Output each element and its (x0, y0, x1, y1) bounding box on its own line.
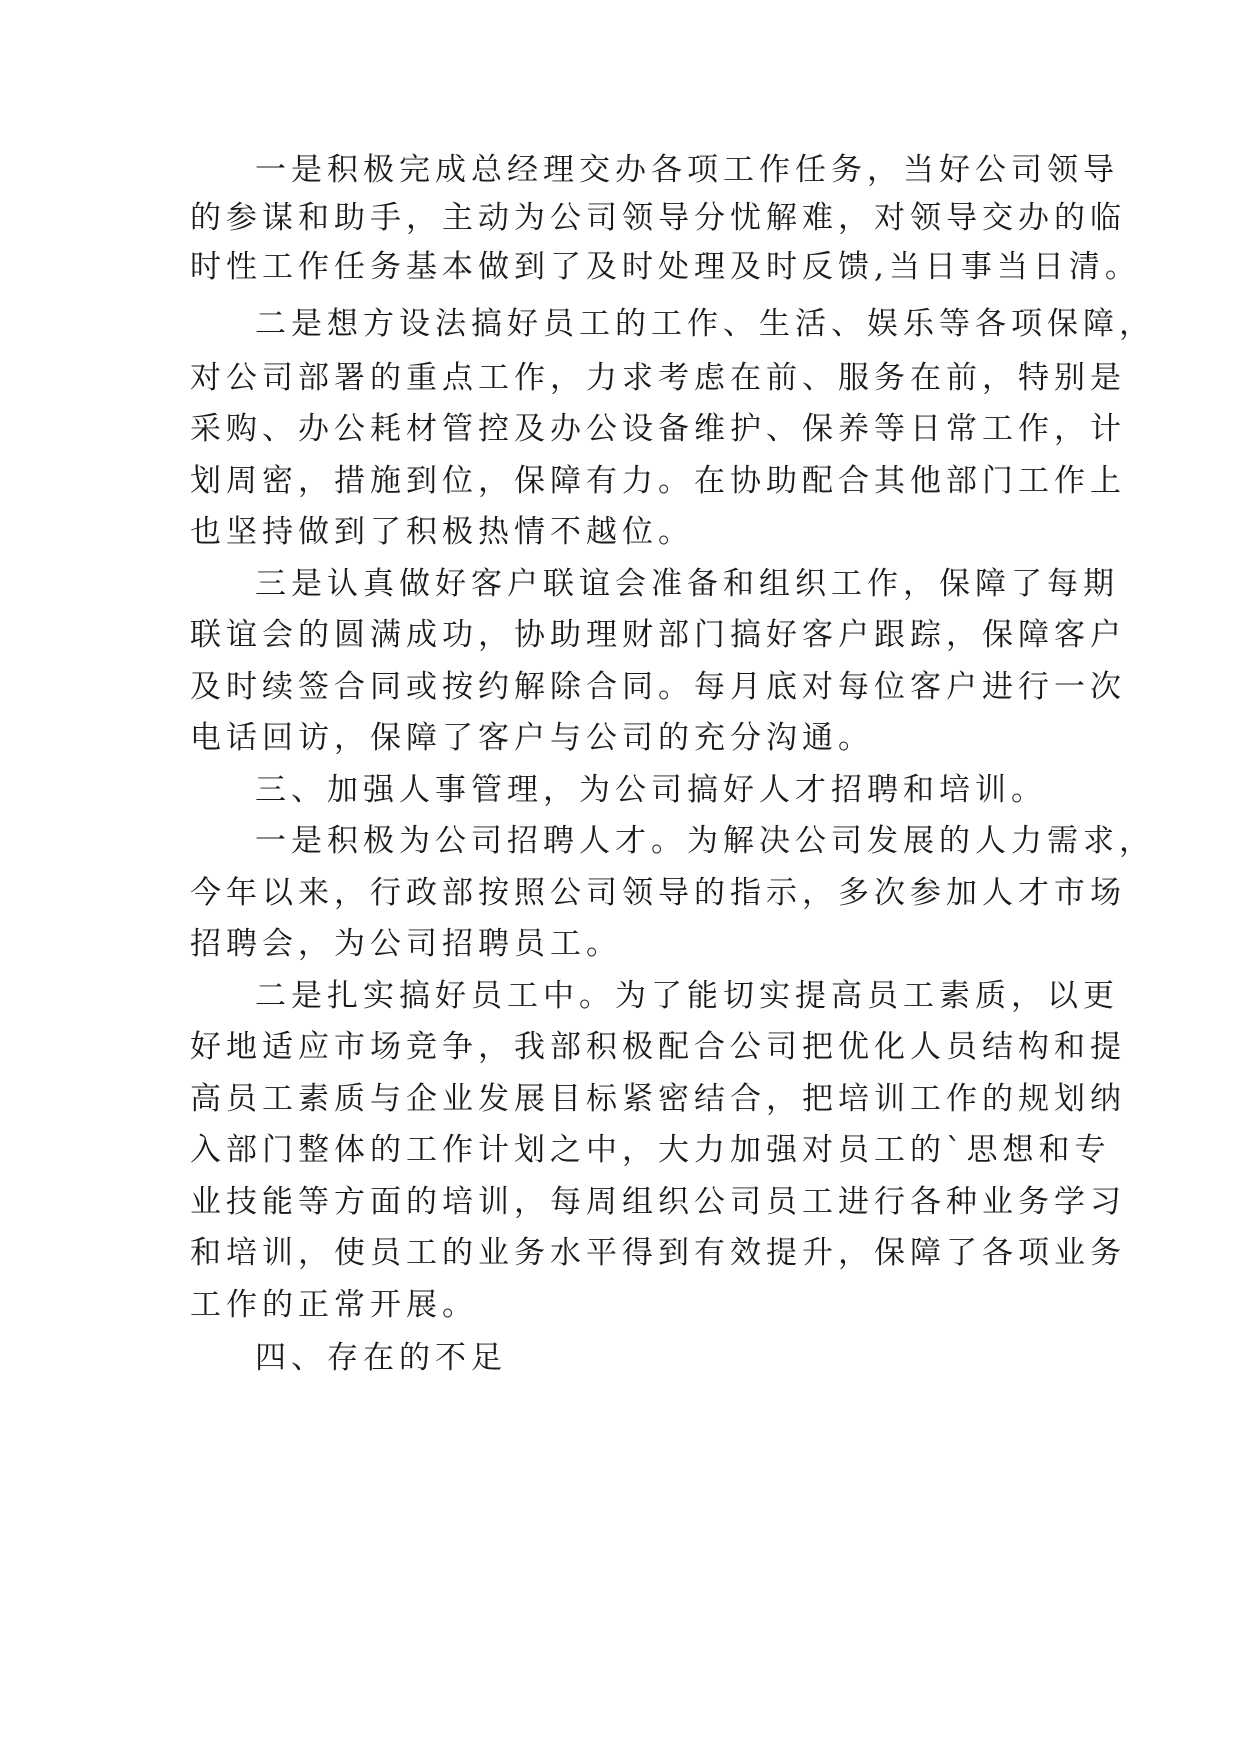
paragraph-line: 好地适应市场竞争，我部积极配合公司把优化人员结构和提 (190, 1029, 1126, 1065)
paragraph-line: 一是积极完成总经理交办各项工作任务，当好公司领导 (255, 152, 1119, 188)
paragraph-line: 联谊会的圆满成功，协助理财部门搞好客户跟踪，保障客户 (190, 617, 1126, 653)
paragraph-line: 入部门整体的工作计划之中，大力加强对员工的`思想和专 (190, 1132, 1111, 1168)
paragraph-line: 招聘会，为公司招聘员工。 (190, 926, 622, 962)
paragraph-line: 及时续签合同或按约解除合同。每月底对每位客户进行一次 (190, 669, 1126, 705)
paragraph-line: 二是扎实搞好员工中。为了能切实提高员工素质，以更 (255, 978, 1119, 1014)
paragraph-line: 采购、办公耗材管控及办公设备维护、保养等日常工作，计 (190, 411, 1126, 447)
paragraph-line: 业技能等方面的培训，每周组织公司员工进行各种业务学习 (190, 1184, 1126, 1220)
paragraph-line: 三是认真做好客户联谊会准备和组织工作，保障了每期 (255, 566, 1119, 602)
section-heading: 四、存在的不足 (255, 1340, 507, 1376)
section-heading: 三、加强人事管理，为公司搞好人才招聘和培训。 (255, 772, 1047, 808)
paragraph-line: 和培训，使员工的业务水平得到有效提升，保障了各项业务 (190, 1235, 1126, 1271)
paragraph-line: 一是积极为公司招聘人才。为解决公司发展的人力需求， (255, 823, 1155, 859)
paragraph-line: 也坚持做到了积极热情不越位。 (190, 514, 694, 550)
paragraph-line: 工作的正常开展。 (190, 1287, 478, 1323)
paragraph-line: 高员工素质与企业发展目标紧密结合，把培训工作的规划纳 (190, 1081, 1126, 1117)
paragraph-line: 的参谋和助手，主动为公司领导分忧解难，对领导交办的临 (190, 200, 1126, 236)
paragraph-line: 对公司部署的重点工作，力求考虑在前、服务在前，特别是 (190, 360, 1126, 396)
paragraph-line: 时性工作任务基本做到了及时处理及时反馈,当日事当日清。 (190, 249, 1141, 285)
paragraph-line: 二是想方设法搞好员工的工作、生活、娱乐等各项保障， (255, 306, 1155, 342)
paragraph-line: 今年以来，行政部按照公司领导的指示，多次参加人才市场 (190, 875, 1126, 911)
paragraph-line: 电话回访，保障了客户与公司的充分沟通。 (190, 720, 874, 756)
paragraph-line: 划周密，措施到位，保障有力。在协助配合其他部门工作上 (190, 463, 1126, 499)
